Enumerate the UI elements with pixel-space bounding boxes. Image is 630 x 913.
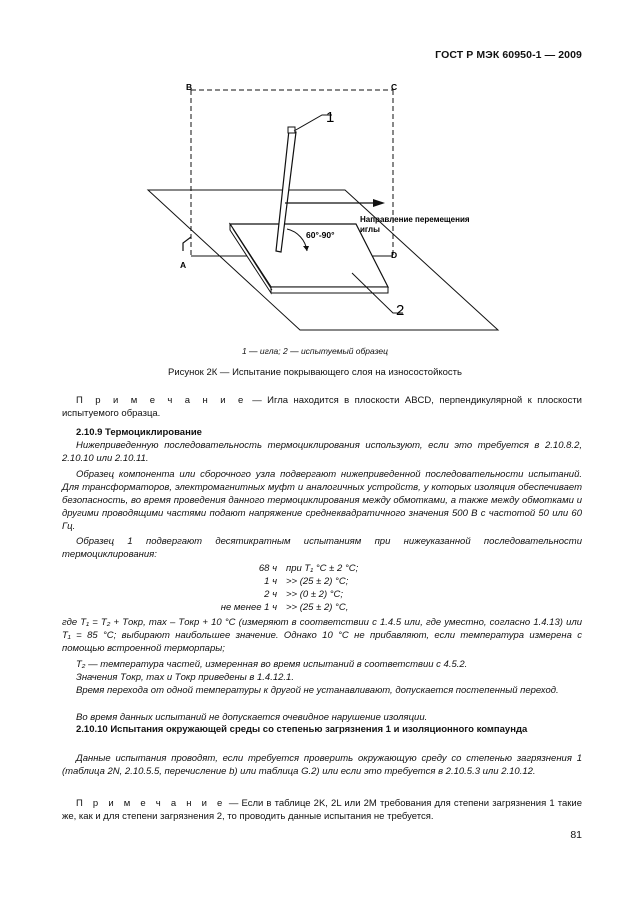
right-angle-marker [183, 237, 191, 251]
no-violation: Во время данных испытаний не допускается очевидное нарушение изоляции. [76, 712, 428, 723]
section-2-10-9-p1: Нижеприведенную последовательность термоциклирования используют, если это требуется в 2.10.8.2, 2.10.10 или 2.10.11. [62, 440, 582, 464]
schedule-cond-3: >> (0 ± 2) °C; [286, 589, 344, 600]
schedule-time-1: 68 ч [258, 563, 277, 574]
schedule-time-3: 2 ч [264, 589, 277, 600]
note-2 [62, 797, 582, 823]
page-number: 81 [570, 829, 582, 841]
note-1-text: — Игла находится в плоскости ABCD, перпендикулярной к плоскости испытуемого образца. [62, 395, 582, 419]
transition-time: Время перехода от одной температуры к другой не устанавливают, допускается постепенный переход. [76, 685, 559, 696]
schedule-time-2: 1 ч [264, 576, 277, 587]
direction-label-line1: Направление перемещения [360, 215, 470, 224]
section-2-10-9-p3: Образец 1 подвергают десятикратным испытаниям при нижеуказанной последовательности термоциклирования: [62, 536, 582, 560]
needle-head [288, 127, 295, 133]
label-c: C [391, 82, 398, 92]
formula-where: где T₁ = T₂ + Tокр, max – Tокр + 10 °C (измеряют в соответствии с 1.4.5 или, где уместно, согласно 1.4.13) или T₁ = 85 °C; выбирают наибольшее значение. Однако 10 °C не прибавляют, если температура измерена с помощью встроенной терморпары; [62, 617, 582, 654]
figure-caption: Рисунок 2К — Испытание покрывающего слоя на износостойкость [168, 367, 462, 378]
section-2-10-9-p2: Образец компонента или сборочного узла подвергают нижеприведенной последовательности испытаний. Для трансформаторов, электромагнитных муфт и аналогичных устройств, у которых изоляция обеспечивает безопасность, во время проведения данного термоциклирования между обмотками, а также между обмотками и другими проводящими частями подают напряжение среднеквадратичного значения 500 В с частотой 50 или 60 Гц. [62, 469, 582, 532]
note-2-label: П р и м е ч а н и е [76, 798, 226, 809]
label-d: D [391, 250, 398, 260]
document-header: ГОСТ Р МЭК 60950-1 — 2009 [435, 49, 582, 61]
figure-legend: 1 — игла; 2 — испытуемый образец [241, 346, 389, 356]
schedule-cond-2: >> (25 ± 2) °C; [286, 576, 349, 587]
label-1: 1 [326, 109, 335, 126]
section-2-10-10-p1: Данные испытания проводят, если требуется проверить окружающую среду со степенью загрязнения 1 (таблица 2N, 2.10.5.5, перечисление b) или таблица G.2) или если это требуется в 2.10.5.3 или 2.10.12. [62, 753, 582, 777]
label-2: 2 [396, 302, 405, 319]
section-2-10-10-title: 2.10.10 Испытания окружающей среды со степенью загрязнения 1 и изоляционного компаунда [76, 724, 528, 735]
schedule-cond-1: при T₁ °C ± 2 °C; [286, 563, 359, 574]
abrasion-test-figure [0, 0, 630, 345]
note-1-label: П р и м е ч а н и е [76, 395, 247, 406]
note-1 [62, 394, 582, 420]
direction-arrowhead [373, 199, 385, 207]
label-a: A [180, 260, 187, 270]
sample-plate-front [271, 287, 388, 293]
tokr-values: Значения Tокр, max и Tокр приведены в 1.4.12.1. [76, 672, 294, 683]
schedule-cond-4: >> (25 ± 2) °C, [286, 602, 349, 613]
direction-label-line2: иглы [360, 225, 380, 234]
schedule-time-4: не менее 1 ч [220, 602, 277, 613]
note-2-text: — Если в таблице 2K, 2L или 2M требования для степени загрязнения 1 такие же, как и для степени загрязнения 2, то проводить данные испытания не требуется. [62, 798, 582, 822]
angle-label: 60°-90° [306, 230, 335, 240]
t2-definition: T₂ — температура частей, измеренная во время испытаний в соответствии с 4.5.2. [76, 659, 468, 670]
section-2-10-9-title: 2.10.9 Термоциклирование [76, 427, 202, 438]
label-b: B [186, 82, 193, 92]
